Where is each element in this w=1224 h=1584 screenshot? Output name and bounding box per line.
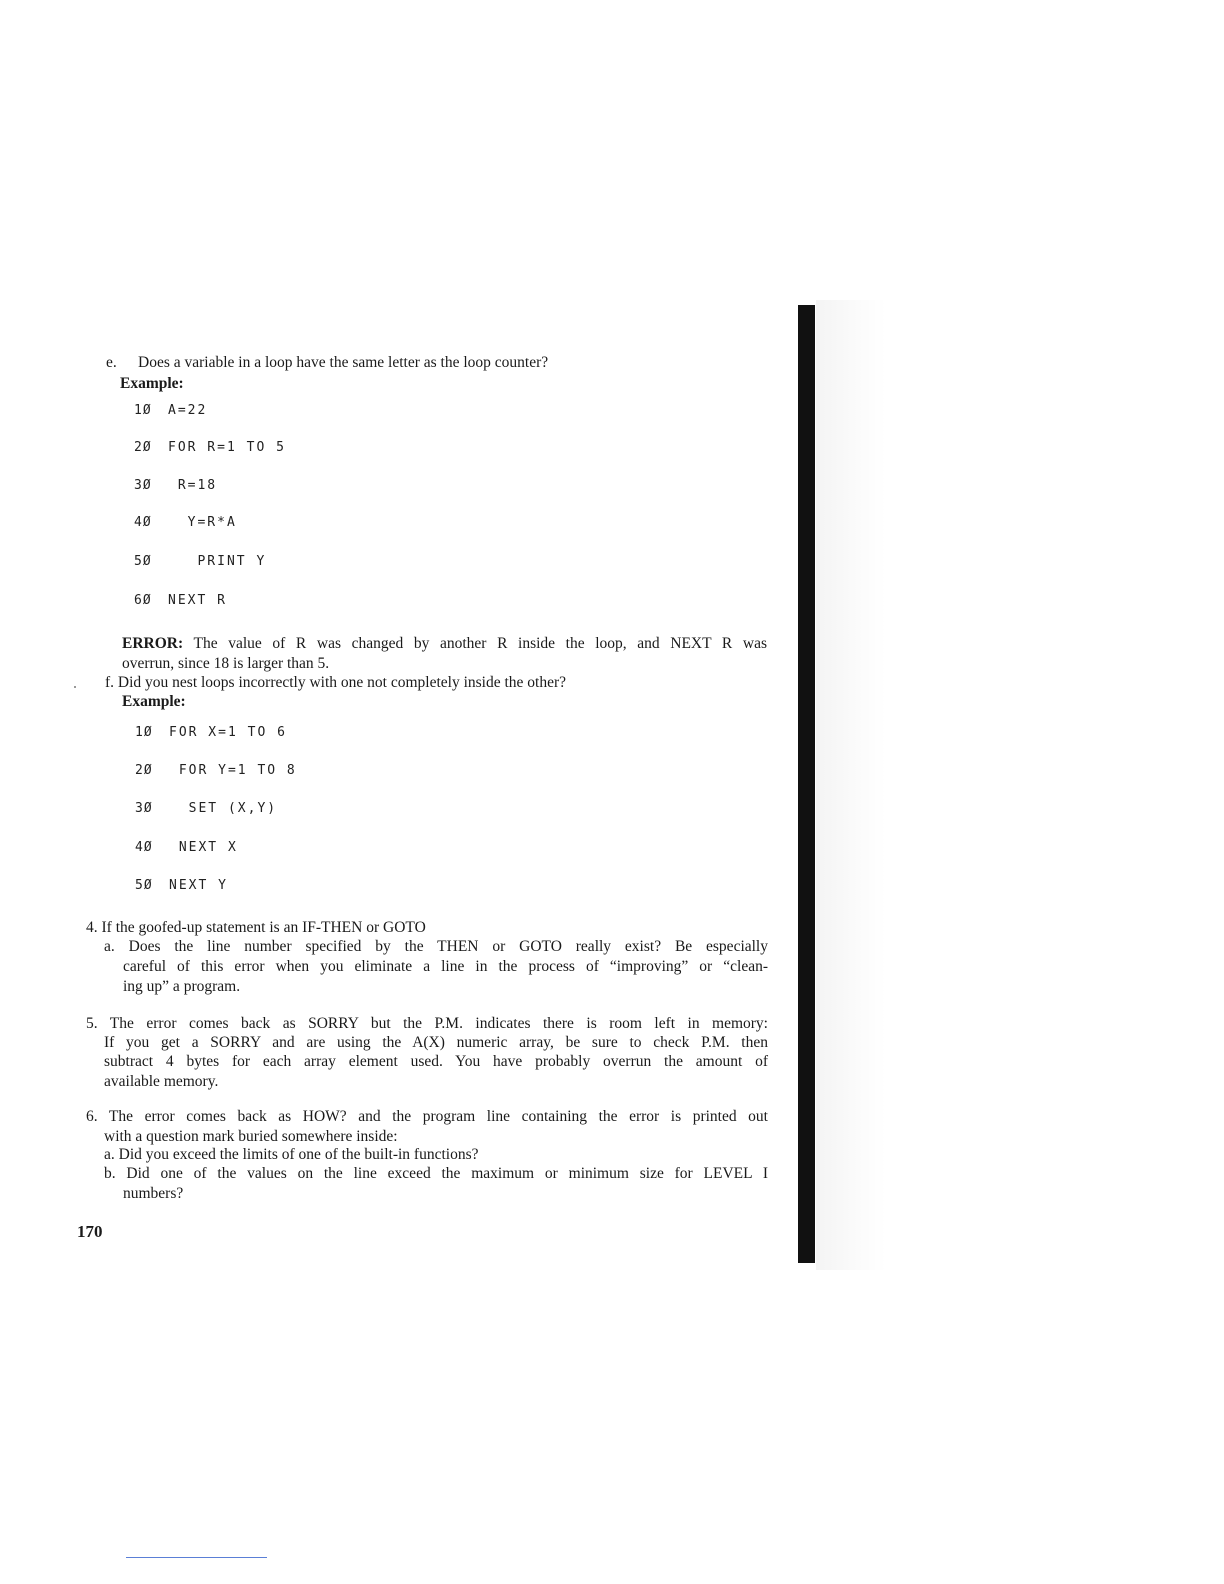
- code-line-f-2: [135, 763, 297, 778]
- code-line-e-3: [134, 478, 217, 493]
- statement: Y=R*A: [168, 515, 237, 530]
- example-label-e: Example:: [120, 375, 184, 392]
- statement: NEXT R: [168, 593, 227, 608]
- statement: FOR Y=1 TO 8: [169, 763, 297, 778]
- item-5-line-1: 5. The error comes back as SORRY but the P.M. indicates there is room left in memory:: [86, 1015, 768, 1032]
- line-number: 5Ø: [134, 554, 152, 569]
- item-e-marker: e.: [106, 354, 117, 371]
- statement: NEXT Y: [169, 878, 228, 893]
- item-4-heading: 4. If the goofed-up statement is an IF-THEN or GOTO: [86, 919, 426, 936]
- error-text: The value of R was changed by another R inside the loop, and NEXT R was: [193, 635, 767, 652]
- line-number: 1Ø: [135, 725, 153, 740]
- item-6a: a. Did you exceed the limits of one of the built-in functions?: [104, 1146, 479, 1163]
- item-4a-line-3: ing up” a program.: [123, 978, 241, 995]
- statement: FOR X=1 TO 6: [169, 725, 287, 740]
- line-number: 4Ø: [135, 840, 153, 855]
- code-line-e-2: [134, 440, 286, 455]
- statement: SET (X,Y): [169, 801, 278, 816]
- example-label-f: Example:: [122, 693, 186, 710]
- code-line-e-6: [134, 593, 227, 608]
- item-6-line-2: with a question mark buried somewhere inside:: [104, 1128, 398, 1145]
- item-6-line-1: 6. The error comes back as HOW? and the program line containing the error is printed out: [86, 1108, 768, 1125]
- statement: R=18: [168, 478, 218, 493]
- line-number: 4Ø: [134, 515, 152, 530]
- error-label: ERROR:: [122, 635, 184, 652]
- code-line-f-3: [135, 801, 277, 816]
- item-4a-line-2: careful of this error when you eliminate a line in the process of “improving” or “clean-: [123, 958, 768, 975]
- statement: A=22: [168, 403, 208, 418]
- line-number: 6Ø: [134, 593, 152, 608]
- bottom-underline: [126, 1557, 267, 1558]
- code-line-f-4: [135, 840, 238, 855]
- item-f-question: f. Did you nest loops incorrectly with one not completely inside the other?: [105, 674, 567, 691]
- item-5-line-2: If you get a SORRY and are using the A(X) numeric array, be sure to check P.M. then: [104, 1034, 768, 1051]
- binding-edge-bar: [798, 305, 815, 1263]
- page-number: 170: [77, 1222, 103, 1241]
- line-number: 3Ø: [135, 801, 153, 816]
- item-5-line-3: subtract 4 bytes for each array element used. You have probably overrun the amount of: [104, 1053, 768, 1070]
- statement: FOR R=1 TO 5: [168, 440, 286, 455]
- scan-speck: [74, 686, 76, 688]
- line-number: 3Ø: [134, 478, 152, 493]
- item-5-line-4: available memory.: [104, 1073, 219, 1090]
- code-line-e-5: [134, 554, 266, 569]
- code-line-f-1: [135, 725, 287, 740]
- statement: NEXT X: [169, 840, 238, 855]
- line-number: 5Ø: [135, 878, 153, 893]
- line-number: 2Ø: [135, 763, 153, 778]
- code-line-f-5: [135, 878, 228, 893]
- code-line-e-4: [134, 515, 237, 530]
- error-explanation-line-2: overrun, since 18 is larger than 5.: [122, 655, 330, 672]
- item-e-question: Does a variable in a loop have the same letter as the loop counter?: [138, 354, 549, 371]
- line-number: 1Ø: [134, 403, 152, 418]
- scan-shadow: [816, 300, 886, 1270]
- item-6b-line-2: numbers?: [123, 1185, 184, 1202]
- item-4a-line-1: a. Does the line number specified by the THEN or GOTO really exist? Be especially: [104, 938, 768, 955]
- statement: PRINT Y: [168, 554, 267, 569]
- item-6b-line-1: b. Did one of the values on the line exceed the maximum or minimum size for LEVEL I: [104, 1165, 768, 1182]
- code-line-e-1: [134, 403, 207, 418]
- error-explanation-line-1: [122, 634, 767, 653]
- line-number: 2Ø: [134, 440, 152, 455]
